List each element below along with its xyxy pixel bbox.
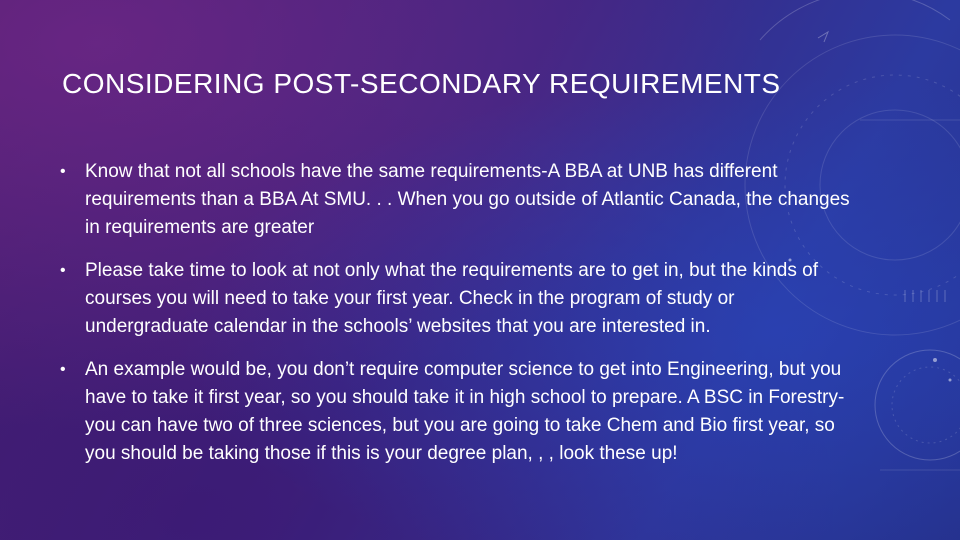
bullet-text: Know that not all schools have the same requirements-A BBA at UNB has different requirements than a BBA At SMU. . . When you go outside of Atlantic Canada, the changes in requirements are greater: [85, 161, 850, 238]
bullet-list: [60, 158, 850, 483]
bullet-point-icon: •: [60, 361, 66, 378]
deco-ring-bottom-inner: [892, 367, 960, 443]
deco-dot-2: [949, 379, 952, 382]
bullet-item: [60, 158, 850, 242]
deco-tick-row: [905, 290, 945, 302]
deco-dot-1: [933, 358, 937, 362]
bullet-text: An example would be, you don’t require computer science to get into Engineering, but you have to take it first year, so you should take it in high school to prepare. A BSC in Forestry-you can have two of three sciences, but you are going to take Chem and Bio first year, so you should be taking those if this is your degree plan, , , look these up!: [85, 359, 845, 464]
deco-arc-1: [760, 0, 950, 40]
slide-title: CONSIDERING POST-SECONDARY REQUIREMENTS: [62, 68, 781, 99]
bullet-point-icon: •: [60, 163, 66, 180]
deco-arrow: [818, 32, 828, 42]
bullet-item: [60, 356, 850, 468]
deco-ring-bottom-outer: [875, 350, 960, 460]
bullet-point-icon: •: [60, 262, 66, 279]
bullet-item: [60, 257, 850, 341]
bullet-text: Please take time to look at not only what the requirements are to get in, but the kinds of courses you will need to take your first year. Check in the program of study or undergraduate calendar in the schools’ websites that you are interested in.: [85, 260, 818, 337]
